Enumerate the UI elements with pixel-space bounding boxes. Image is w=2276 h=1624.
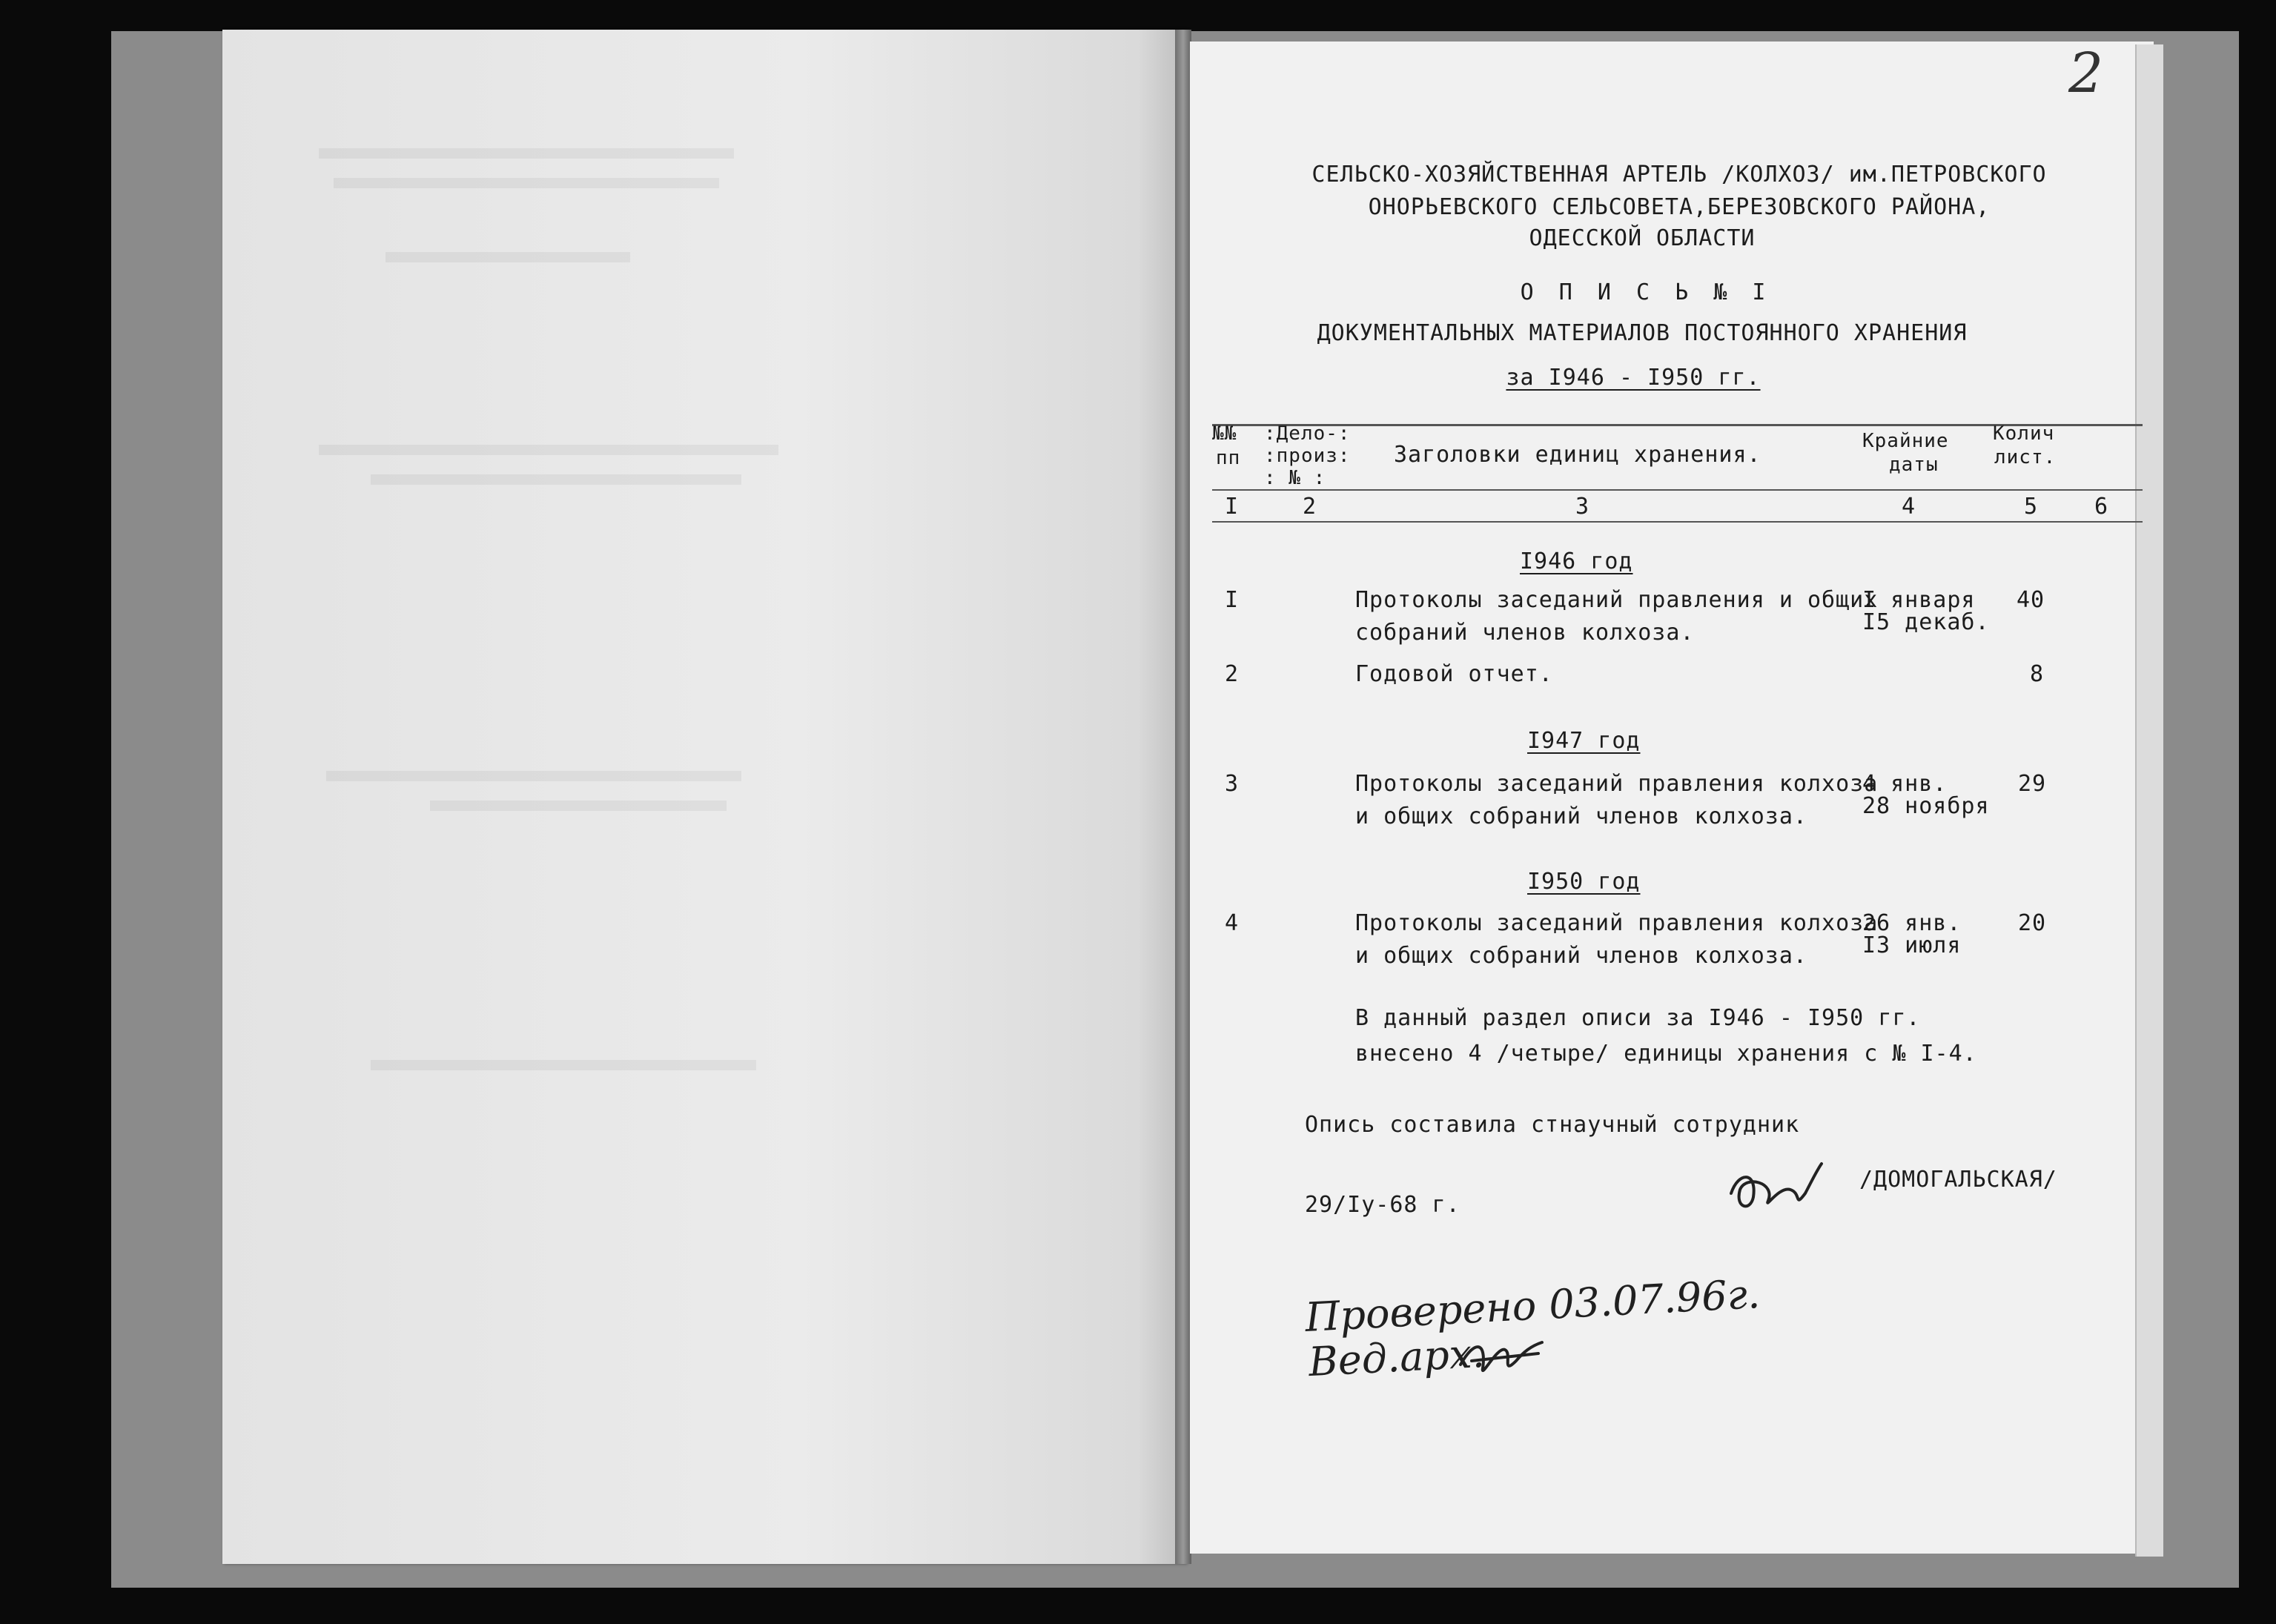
table-colnum-rule — [1212, 521, 2143, 523]
bleed-through-text — [371, 474, 741, 485]
row-dates: I января — [1862, 587, 1976, 613]
col-header-num: №№ — [1212, 422, 1237, 445]
col-number: 6 — [2094, 494, 2109, 520]
page-edge — [2135, 44, 2163, 1557]
col-header-count: Колич — [1993, 422, 2055, 445]
page-number: 2 — [2068, 42, 2104, 105]
row-dates: I5 декаб. — [1862, 609, 1990, 635]
row-dates: I3 июля — [1862, 932, 1962, 958]
section-year: I950 год — [1527, 869, 1641, 895]
inventory-period: за I946 - I950 гг. — [1506, 365, 1761, 391]
summary-line-2: внесено 4 /четыре/ единицы хранения с № I-4. — [1355, 1041, 1977, 1067]
row-dates: 26 янв. — [1862, 910, 1962, 936]
row-sheets: 40 — [2017, 587, 2045, 613]
col-header-case: :Дело-: — [1264, 422, 1351, 445]
col-number: 5 — [2024, 494, 2039, 520]
inventory-title: О П И С Ь № I — [1520, 279, 1772, 305]
col-header-num: пп — [1216, 447, 1241, 469]
bleed-through-text — [371, 1060, 756, 1070]
col-header-dates: Крайние — [1862, 430, 1949, 452]
signer-name: /ДОМОГАЛЬСКАЯ/ — [1859, 1167, 2057, 1193]
row-title: и общих собраний членов колхоза. — [1355, 803, 1807, 829]
bleed-through-text — [334, 178, 719, 188]
row-title: Протоколы заседаний правления колхоза — [1355, 771, 1879, 797]
bleed-through-text — [319, 148, 734, 159]
section-year: I947 год — [1527, 728, 1641, 754]
bleed-through-text — [430, 801, 727, 811]
row-num: 2 — [1225, 661, 1240, 687]
compiled-by: Опись составила стнаучный сотрудник — [1305, 1112, 1800, 1138]
bleed-through-text — [319, 445, 778, 455]
inventory-subtitle: ДОКУМЕНТАЛЬНЫХ МАТЕРИАЛОВ ПОСТОЯННОГО ХРАНЕНИЯ — [1317, 320, 1968, 346]
row-title: и общих собраний членов колхоза. — [1355, 943, 1807, 969]
row-title: Протоколы заседаний правления колхоза — [1355, 910, 1879, 936]
col-number: 4 — [1902, 494, 1916, 520]
left-page-blank — [222, 30, 1186, 1564]
book-spine — [1175, 30, 1191, 1564]
archivist-signature — [1457, 1331, 1546, 1383]
header-line-2: ОНОРЬЕВСКОГО СЕЛЬСОВЕТА,БЕРЕЗОВСКОГО РАЙОНА, — [1368, 194, 1991, 220]
row-sheets: 20 — [2018, 910, 2047, 936]
row-num: 4 — [1225, 910, 1240, 936]
row-sheets: 8 — [2030, 661, 2045, 687]
col-header-dates: даты — [1889, 454, 1939, 476]
col-number: I — [1225, 494, 1240, 520]
summary-line-1: В данный раздел описи за I946 - I950 гг. — [1355, 1005, 1921, 1031]
row-title: собраний членов колхоза. — [1355, 620, 1695, 646]
col-header-case: :произ: — [1264, 445, 1351, 467]
col-header-title: Заголовки единиц хранения. — [1394, 442, 1761, 468]
section-year: I946 год — [1520, 548, 1633, 574]
row-num: I — [1225, 587, 1240, 613]
col-number: 2 — [1303, 494, 1317, 520]
header-line-3: ОДЕССКОЙ ОБЛАСТИ — [1529, 225, 1756, 251]
row-title: Годовой отчет. — [1355, 661, 1553, 687]
row-dates: 4 янв. — [1862, 771, 1948, 797]
bleed-through-text — [326, 771, 741, 781]
col-header-count: лист. — [1994, 446, 2057, 468]
row-num: 3 — [1225, 771, 1240, 797]
handwritten-signature — [1724, 1156, 1827, 1223]
row-title: Протоколы заседаний правления и общих — [1355, 587, 1879, 613]
col-number: 3 — [1575, 494, 1590, 520]
row-sheets: 29 — [2018, 771, 2047, 797]
bleed-through-text — [386, 252, 630, 262]
col-header-case: : № : — [1264, 467, 1326, 489]
verification-note: Проверено 03.07.96г. — [1303, 1270, 1761, 1342]
row-dates: 28 ноября — [1862, 793, 1990, 819]
compiled-date: 29/Iу-68 г. — [1305, 1192, 1460, 1218]
table-header-rule — [1212, 489, 2143, 491]
verification-archivist: Вед.арх. — [1307, 1329, 1486, 1386]
header-line-1: СЕЛЬСКО-ХОЗЯЙСТВЕННАЯ АРТЕЛЬ /КОЛХОЗ/ им.ПЕТРОВСКОГО — [1311, 162, 2047, 188]
